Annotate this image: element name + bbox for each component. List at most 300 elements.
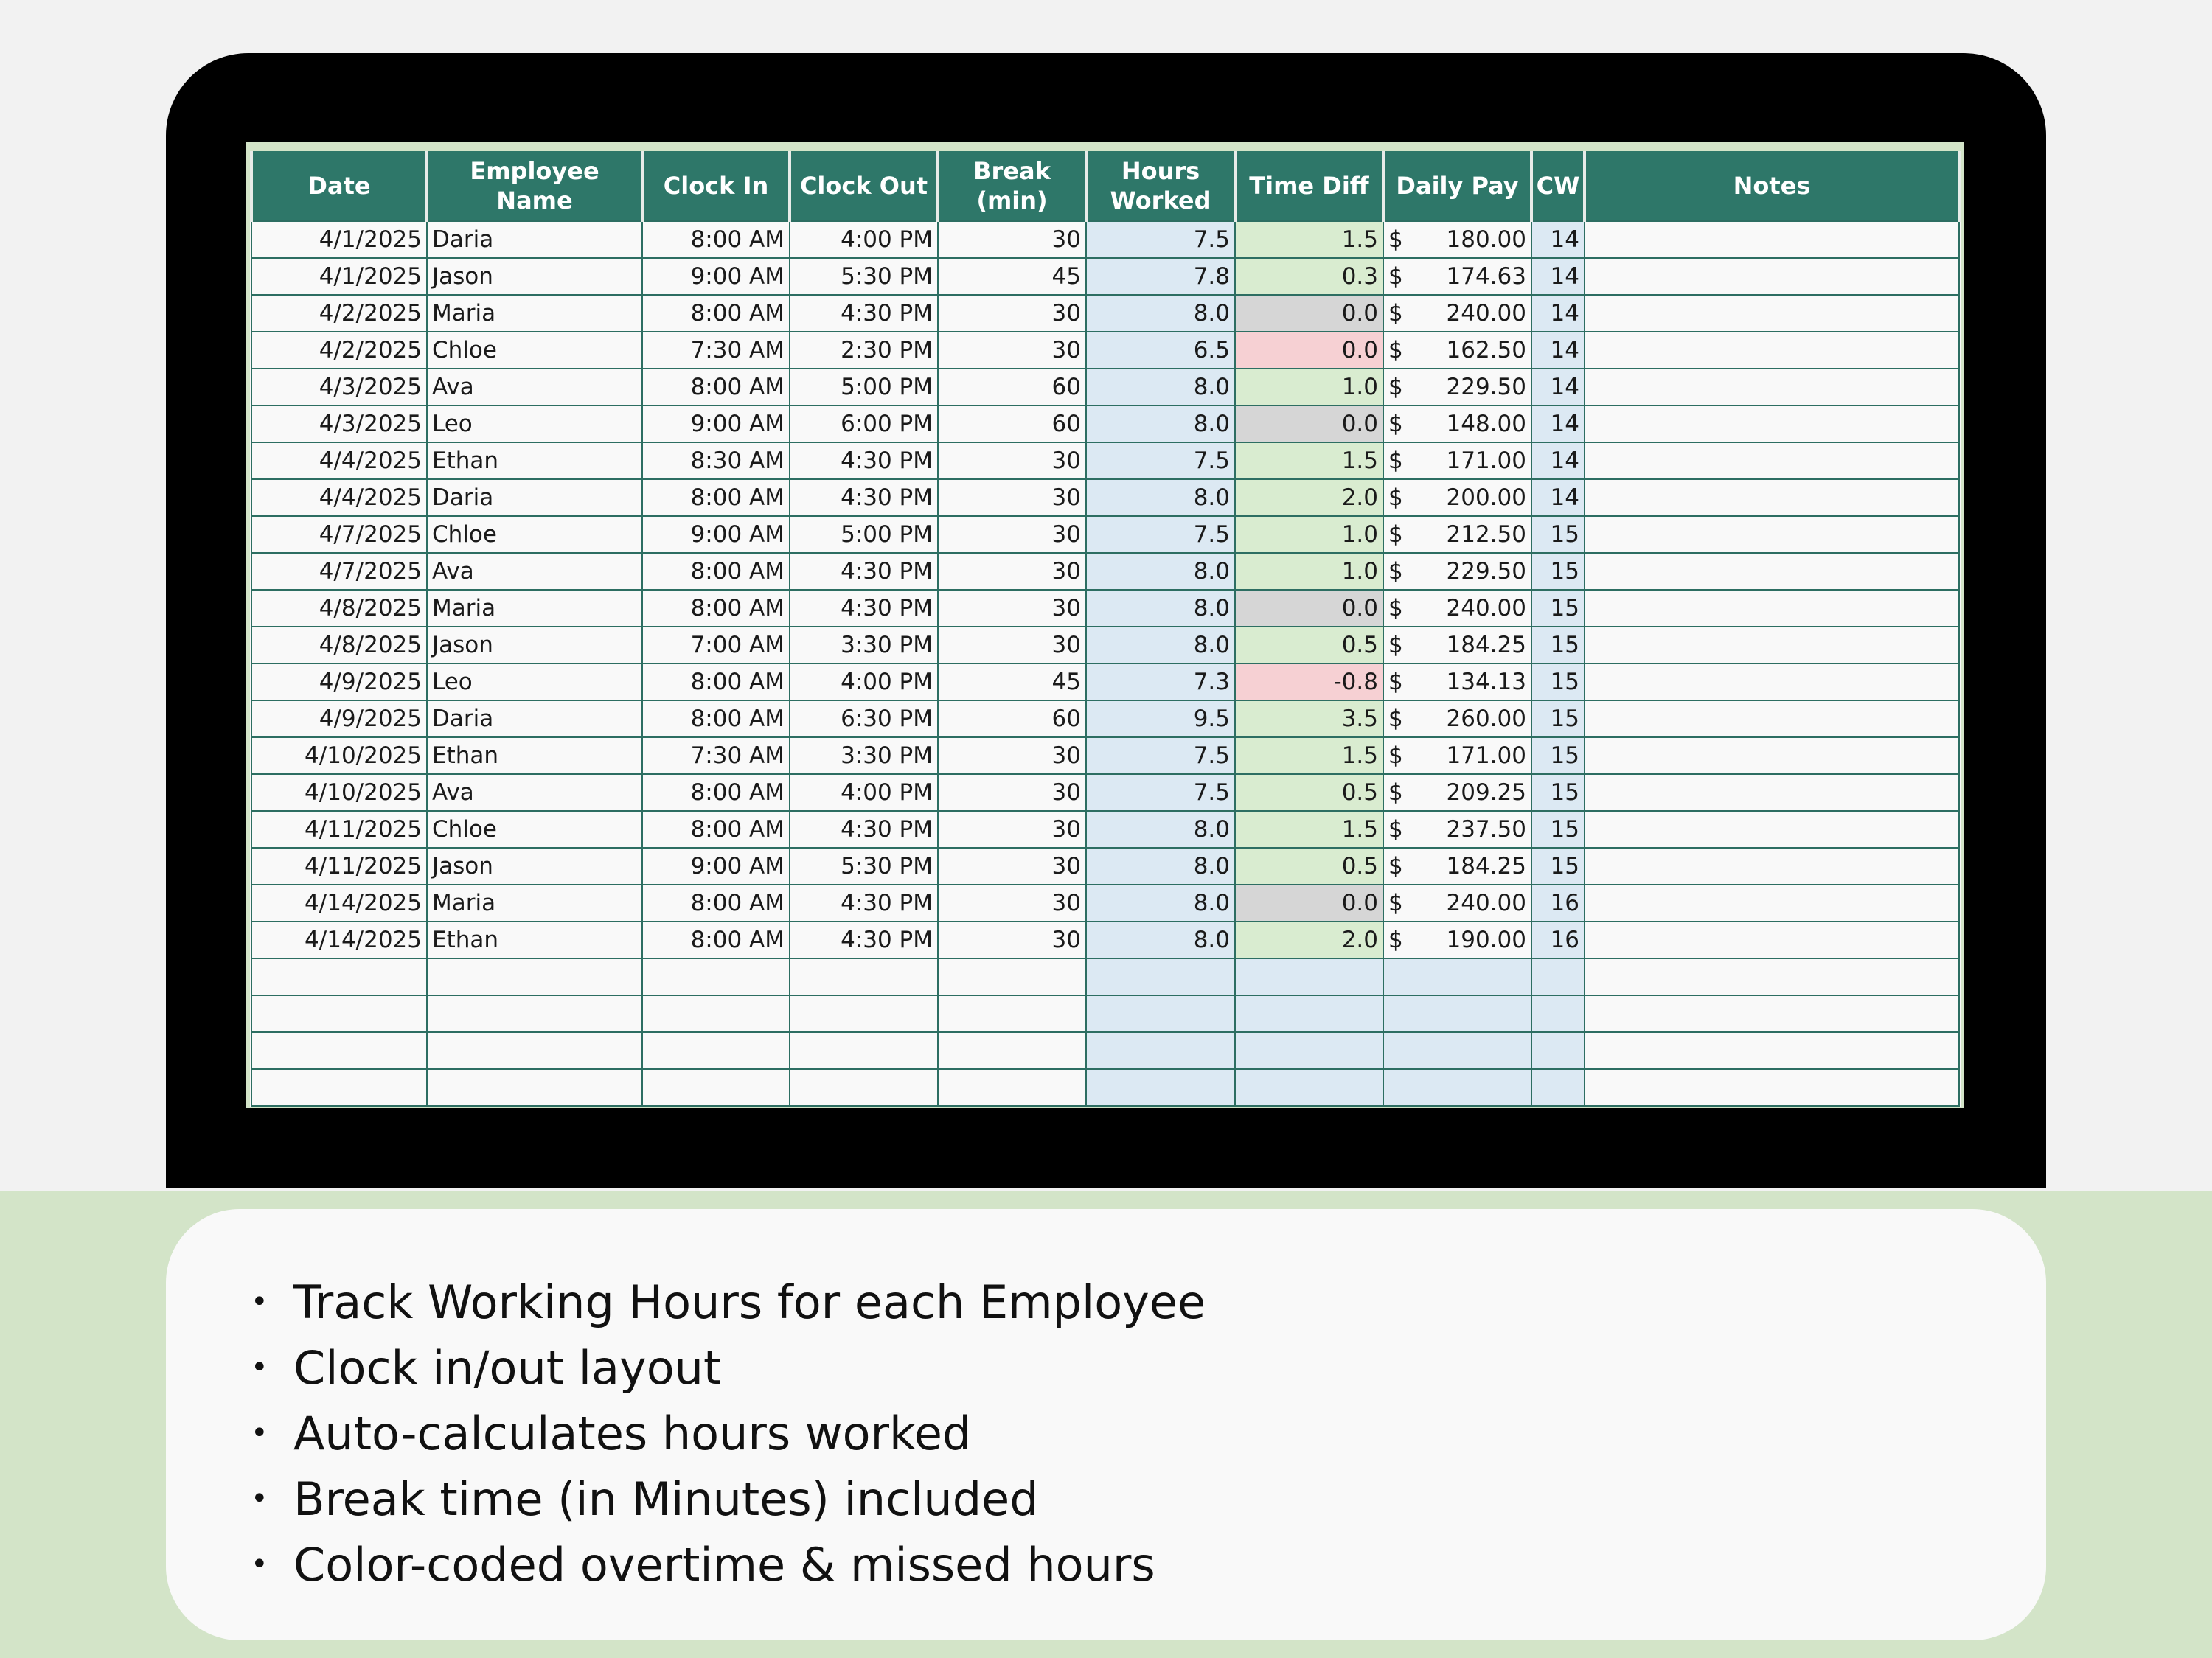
cell-daily-pay[interactable]: [1383, 479, 1531, 516]
cell-cw[interactable]: 15: [1531, 516, 1585, 553]
empty-cell[interactable]: [1585, 958, 1959, 995]
cell-break[interactable]: 60: [938, 405, 1086, 442]
currency-symbol: $: [1388, 263, 1403, 290]
cell-daily-pay[interactable]: [1383, 553, 1531, 590]
table-row: [251, 479, 1959, 516]
table-row: [251, 848, 1959, 885]
currency-symbol: $: [1388, 521, 1403, 548]
empty-cell[interactable]: [251, 958, 427, 995]
cell-time-diff[interactable]: 0.0: [1235, 885, 1383, 922]
cell-employee-name[interactable]: Ava: [427, 369, 642, 405]
cell-clock-in[interactable]: 8:00 AM: [642, 590, 790, 627]
empty-cell[interactable]: [427, 995, 642, 1032]
column-header-time-diff[interactable]: Time Diff: [1235, 151, 1383, 221]
currency-symbol: $: [1388, 669, 1403, 695]
cell-cw[interactable]: 14: [1531, 479, 1585, 516]
feature-text: Auto-calculates hours worked: [293, 1407, 972, 1460]
cell-clock-out[interactable]: 5:00 PM: [790, 369, 938, 405]
cell-clock-out[interactable]: 4:00 PM: [790, 663, 938, 700]
empty-cell[interactable]: [642, 1032, 790, 1069]
cell-daily-pay[interactable]: [1383, 885, 1531, 922]
cell-hours-worked[interactable]: 8.0: [1086, 627, 1235, 663]
table-row: [251, 369, 1959, 405]
empty-cell[interactable]: [642, 995, 790, 1032]
cell-time-diff[interactable]: 0.0: [1235, 590, 1383, 627]
cell-clock-in[interactable]: 8:00 AM: [642, 663, 790, 700]
feature-text: Clock in/out layout: [293, 1341, 722, 1395]
cell-clock-in[interactable]: 9:00 AM: [642, 258, 790, 295]
cell-break[interactable]: 30: [938, 885, 1086, 922]
cell-break[interactable]: 30: [938, 590, 1086, 627]
cell-employee-name[interactable]: Chloe: [427, 811, 642, 848]
cell-clock-out[interactable]: 4:30 PM: [790, 922, 938, 958]
empty-cell[interactable]: [427, 1069, 642, 1106]
cell-date[interactable]: 4/10/2025: [251, 774, 427, 811]
cell-daily-pay[interactable]: [1383, 700, 1531, 737]
cell-employee-name[interactable]: Jason: [427, 627, 642, 663]
cell-clock-in[interactable]: 8:30 AM: [642, 442, 790, 479]
cell-time-diff[interactable]: 1.5: [1235, 442, 1383, 479]
cell-employee-name[interactable]: Maria: [427, 885, 642, 922]
cell-break[interactable]: 30: [938, 553, 1086, 590]
cell-date[interactable]: 4/1/2025: [251, 221, 427, 258]
cell-break[interactable]: 60: [938, 700, 1086, 737]
header-row: [251, 151, 1959, 221]
cell-break[interactable]: 30: [938, 221, 1086, 258]
currency-symbol: $: [1388, 927, 1403, 953]
cell-time-diff[interactable]: 0.5: [1235, 627, 1383, 663]
empty-table-row: [251, 958, 1959, 995]
cell-daily-pay[interactable]: [1383, 221, 1531, 258]
cell-notes[interactable]: [1585, 737, 1959, 774]
spreadsheet-screen: [246, 142, 1964, 1108]
cell-cw[interactable]: 15: [1531, 774, 1585, 811]
empty-cell[interactable]: [790, 958, 938, 995]
cell-hours-worked[interactable]: 8.0: [1086, 922, 1235, 958]
table-row: [251, 774, 1959, 811]
cell-clock-in[interactable]: 8:00 AM: [642, 700, 790, 737]
empty-cell[interactable]: [1235, 1032, 1383, 1069]
cell-hours-worked[interactable]: 8.0: [1086, 590, 1235, 627]
empty-cell[interactable]: [1531, 1069, 1585, 1106]
empty-cell[interactable]: [251, 1032, 427, 1069]
cell-daily-pay[interactable]: [1383, 774, 1531, 811]
cell-employee-name[interactable]: Ethan: [427, 737, 642, 774]
cell-hours-worked[interactable]: 8.0: [1086, 885, 1235, 922]
pay-amount: 240.00: [1446, 890, 1526, 916]
cell-time-diff[interactable]: 0.5: [1235, 774, 1383, 811]
cell-date[interactable]: 4/8/2025: [251, 627, 427, 663]
cell-clock-out[interactable]: 6:30 PM: [790, 700, 938, 737]
bullet-icon: •: [251, 1416, 268, 1450]
pay-amount: 240.00: [1446, 595, 1526, 621]
cell-date[interactable]: 4/10/2025: [251, 737, 427, 774]
empty-cell[interactable]: [1531, 995, 1585, 1032]
cell-hours-worked[interactable]: 8.0: [1086, 369, 1235, 405]
cell-hours-worked[interactable]: 7.5: [1086, 221, 1235, 258]
column-header-cw[interactable]: CW: [1531, 151, 1585, 221]
cell-clock-out[interactable]: 4:00 PM: [790, 774, 938, 811]
currency-symbol: $: [1388, 300, 1403, 327]
cell-hours-worked[interactable]: 8.0: [1086, 405, 1235, 442]
cell-clock-in[interactable]: 8:00 AM: [642, 295, 790, 332]
cell-cw[interactable]: 15: [1531, 848, 1585, 885]
column-header-clock-in[interactable]: Clock In: [642, 151, 790, 221]
cell-date[interactable]: 4/7/2025: [251, 516, 427, 553]
cell-cw[interactable]: 14: [1531, 405, 1585, 442]
cell-employee-name[interactable]: Leo: [427, 663, 642, 700]
cell-date[interactable]: 4/4/2025: [251, 442, 427, 479]
cell-date[interactable]: 4/3/2025: [251, 369, 427, 405]
feature-text: Track Working Hours for each Employee: [293, 1275, 1206, 1329]
cell-date[interactable]: 4/11/2025: [251, 848, 427, 885]
empty-cell[interactable]: [790, 995, 938, 1032]
cell-date[interactable]: 4/2/2025: [251, 295, 427, 332]
cell-hours-worked[interactable]: 8.0: [1086, 553, 1235, 590]
cell-clock-out[interactable]: 4:30 PM: [790, 553, 938, 590]
empty-cell[interactable]: [1585, 1069, 1959, 1106]
empty-cell[interactable]: [251, 995, 427, 1032]
table-row: [251, 258, 1959, 295]
cell-time-diff[interactable]: 1.5: [1235, 811, 1383, 848]
cell-clock-in[interactable]: 8:00 AM: [642, 811, 790, 848]
cell-cw[interactable]: 15: [1531, 590, 1585, 627]
pay-amount: 171.00: [1446, 447, 1526, 474]
empty-table-row: [251, 995, 1959, 1032]
cell-clock-in[interactable]: 7:00 AM: [642, 627, 790, 663]
cell-break[interactable]: 45: [938, 258, 1086, 295]
pay-amount: 174.63: [1446, 263, 1526, 290]
table-row: [251, 811, 1959, 848]
cell-time-diff[interactable]: 0.3: [1235, 258, 1383, 295]
pay-amount: 171.00: [1446, 742, 1526, 769]
table-row: [251, 553, 1959, 590]
table-row: [251, 737, 1959, 774]
cell-date[interactable]: 4/14/2025: [251, 885, 427, 922]
cell-notes[interactable]: [1585, 295, 1959, 332]
cell-break[interactable]: 30: [938, 774, 1086, 811]
cell-cw[interactable]: 14: [1531, 295, 1585, 332]
cell-hours-worked[interactable]: 8.0: [1086, 811, 1235, 848]
cell-break[interactable]: 30: [938, 332, 1086, 369]
cell-time-diff[interactable]: -0.8: [1235, 663, 1383, 700]
cell-clock-in[interactable]: 8:00 AM: [642, 885, 790, 922]
cell-daily-pay[interactable]: [1383, 848, 1531, 885]
cell-notes[interactable]: [1585, 442, 1959, 479]
cell-time-diff[interactable]: 2.0: [1235, 479, 1383, 516]
cell-time-diff[interactable]: 1.5: [1235, 221, 1383, 258]
bullet-icon: •: [251, 1351, 268, 1384]
cell-clock-in[interactable]: 8:00 AM: [642, 553, 790, 590]
cell-date[interactable]: 4/4/2025: [251, 479, 427, 516]
table-row: [251, 590, 1959, 627]
cell-notes[interactable]: [1585, 221, 1959, 258]
cell-clock-in[interactable]: 8:00 AM: [642, 922, 790, 958]
cell-daily-pay[interactable]: [1383, 627, 1531, 663]
empty-cell[interactable]: [1086, 1032, 1235, 1069]
cell-clock-in[interactable]: 7:30 AM: [642, 737, 790, 774]
cell-hours-worked[interactable]: 7.5: [1086, 737, 1235, 774]
cell-employee-name[interactable]: Maria: [427, 295, 642, 332]
cell-notes[interactable]: [1585, 663, 1959, 700]
cell-employee-name[interactable]: Jason: [427, 258, 642, 295]
empty-cell[interactable]: [1383, 1069, 1531, 1106]
cell-notes[interactable]: [1585, 553, 1959, 590]
cell-clock-in[interactable]: 8:00 AM: [642, 479, 790, 516]
cell-break[interactable]: 30: [938, 737, 1086, 774]
cell-employee-name[interactable]: Ethan: [427, 922, 642, 958]
pay-amount: 148.00: [1446, 411, 1526, 437]
empty-cell[interactable]: [938, 958, 1086, 995]
empty-cell[interactable]: [790, 1069, 938, 1106]
cell-notes[interactable]: [1585, 922, 1959, 958]
empty-cell[interactable]: [1086, 1069, 1235, 1106]
cell-daily-pay[interactable]: [1383, 295, 1531, 332]
empty-cell[interactable]: [938, 995, 1086, 1032]
empty-cell[interactable]: [938, 1069, 1086, 1106]
cell-employee-name[interactable]: Ava: [427, 774, 642, 811]
currency-symbol: $: [1388, 484, 1403, 511]
cell-hours-worked[interactable]: 8.0: [1086, 479, 1235, 516]
cell-break[interactable]: 30: [938, 295, 1086, 332]
empty-cell[interactable]: [1086, 995, 1235, 1032]
empty-cell[interactable]: [1531, 1032, 1585, 1069]
cell-break[interactable]: 30: [938, 848, 1086, 885]
pay-amount: 134.13: [1446, 669, 1526, 695]
feature-text: Break time (in Minutes) included: [293, 1472, 1039, 1526]
cell-daily-pay[interactable]: [1383, 516, 1531, 553]
feature-list: [251, 1269, 1206, 1598]
cell-daily-pay[interactable]: [1383, 663, 1531, 700]
cell-cw[interactable]: 14: [1531, 332, 1585, 369]
cell-clock-out[interactable]: 4:30 PM: [790, 442, 938, 479]
cell-clock-in[interactable]: 8:00 AM: [642, 369, 790, 405]
cell-clock-out[interactable]: 5:30 PM: [790, 258, 938, 295]
cell-employee-name[interactable]: Daria: [427, 221, 642, 258]
cell-daily-pay[interactable]: [1383, 590, 1531, 627]
cell-employee-name[interactable]: Chloe: [427, 516, 642, 553]
column-header-employee-name[interactable]: Employee Name: [427, 151, 642, 221]
cell-clock-in[interactable]: 8:00 AM: [642, 774, 790, 811]
cell-date[interactable]: 4/2/2025: [251, 332, 427, 369]
cell-date[interactable]: 4/9/2025: [251, 700, 427, 737]
cell-date[interactable]: 4/8/2025: [251, 590, 427, 627]
cell-hours-worked[interactable]: 7.8: [1086, 258, 1235, 295]
cell-time-diff[interactable]: 1.5: [1235, 737, 1383, 774]
cell-break[interactable]: 30: [938, 811, 1086, 848]
cell-date[interactable]: 4/1/2025: [251, 258, 427, 295]
cell-notes[interactable]: [1585, 700, 1959, 737]
cell-employee-name[interactable]: Leo: [427, 405, 642, 442]
empty-cell[interactable]: [1235, 995, 1383, 1032]
cell-clock-out[interactable]: 6:00 PM: [790, 405, 938, 442]
cell-clock-in[interactable]: 7:30 AM: [642, 332, 790, 369]
feature-item: [251, 1269, 1206, 1335]
cell-daily-pay[interactable]: [1383, 405, 1531, 442]
cell-notes[interactable]: [1585, 258, 1959, 295]
cell-clock-out[interactable]: 5:30 PM: [790, 848, 938, 885]
pay-amount: 240.00: [1446, 300, 1526, 327]
currency-symbol: $: [1388, 226, 1403, 253]
cell-clock-out[interactable]: 4:30 PM: [790, 811, 938, 848]
cell-daily-pay[interactable]: [1383, 922, 1531, 958]
cell-cw[interactable]: 14: [1531, 442, 1585, 479]
cell-clock-out[interactable]: 4:30 PM: [790, 885, 938, 922]
pay-amount: 229.50: [1446, 374, 1526, 400]
cell-notes[interactable]: [1585, 369, 1959, 405]
table-row: [251, 885, 1959, 922]
empty-cell[interactable]: [790, 1032, 938, 1069]
cell-clock-in[interactable]: 8:00 AM: [642, 221, 790, 258]
cell-date[interactable]: 4/7/2025: [251, 553, 427, 590]
pay-amount: 212.50: [1446, 521, 1526, 548]
cell-notes[interactable]: [1585, 479, 1959, 516]
cell-cw[interactable]: 14: [1531, 369, 1585, 405]
cell-notes[interactable]: [1585, 332, 1959, 369]
cell-clock-out[interactable]: 3:30 PM: [790, 737, 938, 774]
pay-amount: 162.50: [1446, 337, 1526, 363]
empty-cell[interactable]: [938, 1032, 1086, 1069]
cell-cw[interactable]: 15: [1531, 663, 1585, 700]
cell-employee-name[interactable]: Ethan: [427, 442, 642, 479]
cell-cw[interactable]: 15: [1531, 700, 1585, 737]
cell-date[interactable]: 4/11/2025: [251, 811, 427, 848]
cell-clock-out[interactable]: 5:00 PM: [790, 516, 938, 553]
cell-clock-out[interactable]: 4:30 PM: [790, 295, 938, 332]
cell-employee-name[interactable]: Chloe: [427, 332, 642, 369]
cell-date[interactable]: 4/14/2025: [251, 922, 427, 958]
cell-notes[interactable]: [1585, 627, 1959, 663]
cell-break[interactable]: 30: [938, 516, 1086, 553]
empty-cell[interactable]: [642, 1069, 790, 1106]
cell-hours-worked[interactable]: 8.0: [1086, 295, 1235, 332]
cell-daily-pay[interactable]: [1383, 258, 1531, 295]
pay-amount: 184.25: [1446, 853, 1526, 879]
cell-notes[interactable]: [1585, 405, 1959, 442]
cell-cw[interactable]: 14: [1531, 258, 1585, 295]
cell-clock-in[interactable]: 9:00 AM: [642, 405, 790, 442]
empty-cell[interactable]: [642, 958, 790, 995]
cell-notes[interactable]: [1585, 516, 1959, 553]
cell-time-diff[interactable]: 1.0: [1235, 516, 1383, 553]
cell-notes[interactable]: [1585, 848, 1959, 885]
empty-cell[interactable]: [1235, 958, 1383, 995]
column-header-break[interactable]: Break (min): [938, 151, 1086, 221]
cell-hours-worked[interactable]: 8.0: [1086, 848, 1235, 885]
empty-cell[interactable]: [1235, 1069, 1383, 1106]
empty-cell[interactable]: [1531, 958, 1585, 995]
cell-clock-out[interactable]: 2:30 PM: [790, 332, 938, 369]
cell-notes[interactable]: [1585, 885, 1959, 922]
column-header-hours-worked[interactable]: Hours Worked: [1086, 151, 1235, 221]
cell-employee-name[interactable]: Daria: [427, 700, 642, 737]
empty-cell[interactable]: [1585, 1032, 1959, 1069]
feature-item: [251, 1532, 1206, 1598]
empty-cell[interactable]: [1585, 995, 1959, 1032]
cell-hours-worked[interactable]: 7.3: [1086, 663, 1235, 700]
cell-clock-out[interactable]: 4:30 PM: [790, 590, 938, 627]
cell-time-diff[interactable]: 0.0: [1235, 332, 1383, 369]
cell-notes[interactable]: [1585, 774, 1959, 811]
cell-daily-pay[interactable]: [1383, 737, 1531, 774]
empty-cell[interactable]: [427, 958, 642, 995]
cell-employee-name[interactable]: Daria: [427, 479, 642, 516]
column-header-daily-pay[interactable]: Daily Pay: [1383, 151, 1531, 221]
cell-time-diff[interactable]: 0.0: [1235, 295, 1383, 332]
currency-symbol: $: [1388, 447, 1403, 474]
currency-symbol: $: [1388, 853, 1403, 879]
cell-hours-worked[interactable]: 7.5: [1086, 774, 1235, 811]
cell-hours-worked[interactable]: 9.5: [1086, 700, 1235, 737]
cell-time-diff[interactable]: 3.5: [1235, 700, 1383, 737]
empty-cell[interactable]: [1086, 958, 1235, 995]
cell-employee-name[interactable]: Jason: [427, 848, 642, 885]
cell-daily-pay[interactable]: [1383, 332, 1531, 369]
currency-symbol: $: [1388, 595, 1403, 621]
cell-cw[interactable]: 15: [1531, 627, 1585, 663]
cell-time-diff[interactable]: 1.0: [1235, 369, 1383, 405]
cell-time-diff[interactable]: 0.0: [1235, 405, 1383, 442]
cell-break[interactable]: 45: [938, 663, 1086, 700]
cell-notes[interactable]: [1585, 811, 1959, 848]
cell-break[interactable]: 30: [938, 442, 1086, 479]
cell-hours-worked[interactable]: 7.5: [1086, 442, 1235, 479]
column-header-date[interactable]: Date: [251, 151, 427, 221]
cell-notes[interactable]: [1585, 590, 1959, 627]
cell-date[interactable]: 4/3/2025: [251, 405, 427, 442]
cell-break[interactable]: 60: [938, 369, 1086, 405]
cell-daily-pay[interactable]: [1383, 811, 1531, 848]
column-header-clock-out[interactable]: Clock Out: [790, 151, 938, 221]
cell-hours-worked[interactable]: 7.5: [1086, 516, 1235, 553]
cell-time-diff[interactable]: 1.0: [1235, 553, 1383, 590]
cell-clock-in[interactable]: 9:00 AM: [642, 516, 790, 553]
cell-cw[interactable]: 16: [1531, 922, 1585, 958]
table-row: [251, 700, 1959, 737]
empty-cell[interactable]: [1383, 995, 1531, 1032]
cell-break[interactable]: 30: [938, 627, 1086, 663]
empty-cell[interactable]: [1383, 1032, 1531, 1069]
cell-cw[interactable]: 15: [1531, 553, 1585, 590]
cell-clock-out[interactable]: 4:30 PM: [790, 479, 938, 516]
cell-daily-pay[interactable]: [1383, 442, 1531, 479]
cell-clock-in[interactable]: 9:00 AM: [642, 848, 790, 885]
column-header-notes[interactable]: Notes: [1585, 151, 1959, 221]
cell-cw[interactable]: 14: [1531, 221, 1585, 258]
cell-employee-name[interactable]: Maria: [427, 590, 642, 627]
cell-clock-out[interactable]: 3:30 PM: [790, 627, 938, 663]
cell-cw[interactable]: 16: [1531, 885, 1585, 922]
cell-clock-out[interactable]: 4:00 PM: [790, 221, 938, 258]
feature-item: [251, 1401, 1206, 1466]
currency-symbol: $: [1388, 632, 1403, 658]
pay-amount: 200.00: [1446, 484, 1526, 511]
cell-time-diff[interactable]: 0.5: [1235, 848, 1383, 885]
cell-cw[interactable]: 15: [1531, 737, 1585, 774]
cell-time-diff[interactable]: 2.0: [1235, 922, 1383, 958]
cell-date[interactable]: 4/9/2025: [251, 663, 427, 700]
cell-hours-worked[interactable]: 6.5: [1086, 332, 1235, 369]
cell-employee-name[interactable]: Ava: [427, 553, 642, 590]
empty-cell[interactable]: [1383, 958, 1531, 995]
empty-cell[interactable]: [251, 1069, 427, 1106]
cell-break[interactable]: 30: [938, 922, 1086, 958]
empty-cell[interactable]: [427, 1032, 642, 1069]
cell-cw[interactable]: 15: [1531, 811, 1585, 848]
cell-daily-pay[interactable]: [1383, 369, 1531, 405]
currency-symbol: $: [1388, 558, 1403, 585]
cell-break[interactable]: 30: [938, 479, 1086, 516]
